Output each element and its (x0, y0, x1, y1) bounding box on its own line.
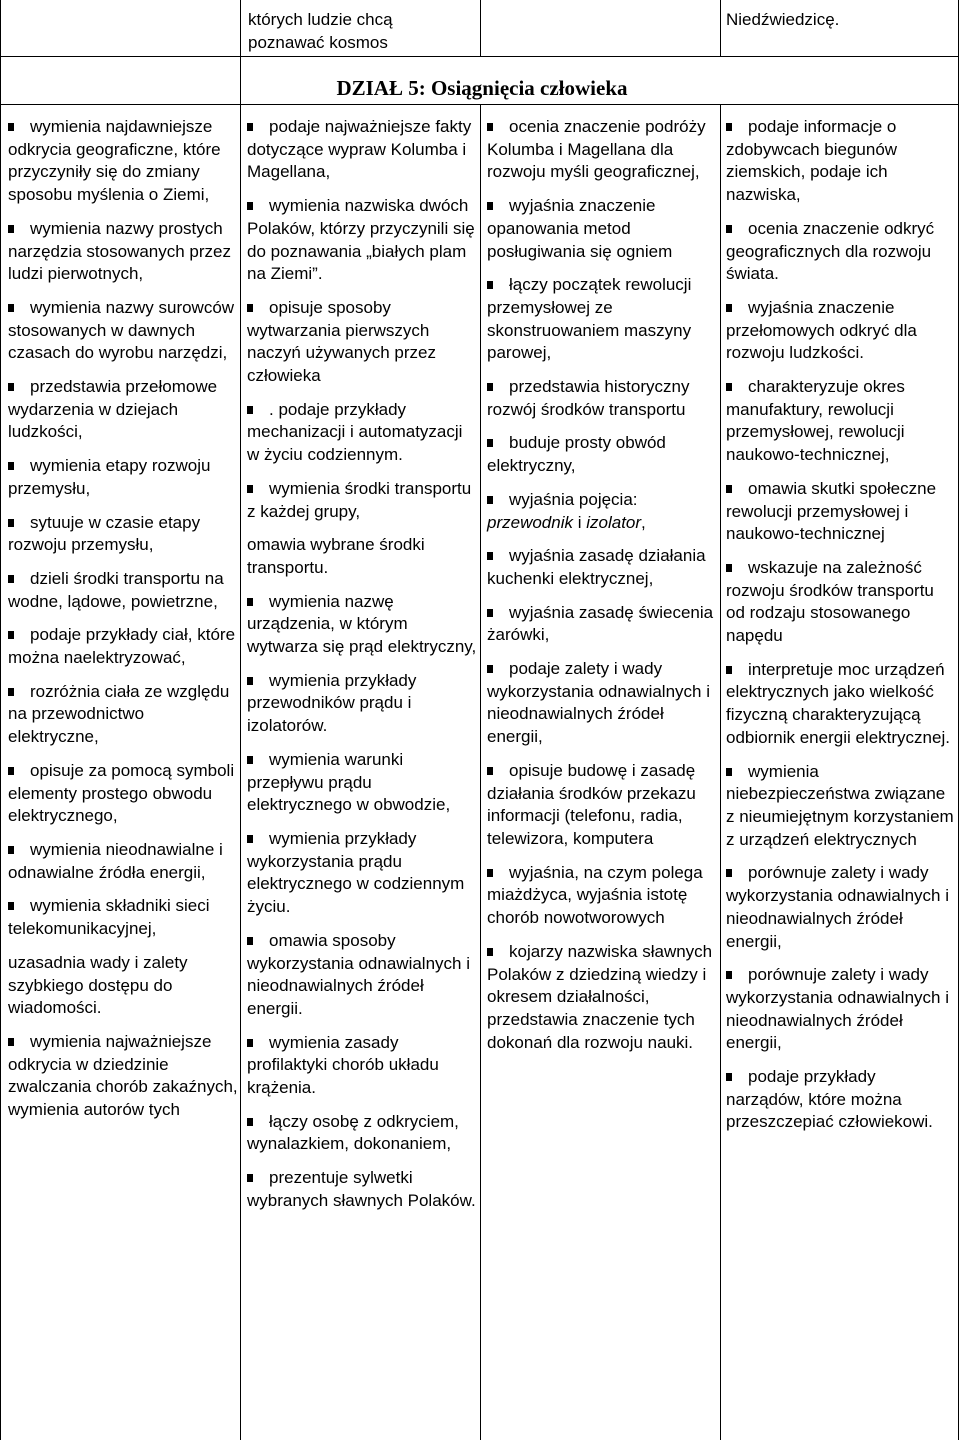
list-item (8, 624, 238, 669)
list-item (487, 489, 717, 534)
list-item-text: wymienia etapy rozwoju przemysłu, (8, 456, 211, 498)
list-item-text: podaje przykłady ciał, które można naelektryzować, (8, 625, 236, 668)
list-item-text: buduje prosty obwód elektryczny, (487, 433, 666, 476)
list-item (8, 1031, 238, 1122)
list-item (8, 297, 238, 365)
square-bullet-icon (726, 123, 732, 131)
square-bullet-icon (8, 383, 14, 391)
square-bullet-icon (726, 564, 732, 572)
term-text: przewodnik (487, 512, 573, 532)
column-divider-2 (480, 0, 481, 56)
list-item (487, 376, 717, 421)
list-item-text: wymienia niebezpieczeństwa związane z nieumiejętnym korzystaniem z urządzeń elektrycznych (726, 761, 954, 849)
list-item-text: opisuje sposoby wytwarzania pierwszych naczyń używanych przez człowieka (247, 297, 436, 386)
square-bullet-icon (247, 677, 253, 685)
list-item-text: wymienia nazwy surowców stosowanych w dawnych czasach do wyrobu narzędzi, (8, 297, 235, 363)
list-item-text: prezentuje sylwetki wybranych sławnych Polaków. (247, 1168, 476, 1210)
square-bullet-icon (487, 123, 493, 131)
list-item (247, 1111, 479, 1156)
list-item-text: wymienia najdawniejsze odkrycia geograficzne, które przyczyniły się do zmiany sposobu myślenia o Ziemi, (8, 117, 221, 205)
square-bullet-icon (726, 869, 732, 877)
square-bullet-icon (726, 971, 732, 979)
list-item-text: porównuje zalety i wady wykorzystania odnawialnych i nieodnawialnych źródeł energii, (726, 965, 949, 1053)
list-item-text: omawia sposoby wykorzystania odnawialnych i nieodnawialnych źródeł energii. (247, 930, 470, 1018)
square-bullet-icon (247, 835, 253, 843)
square-bullet-icon (726, 225, 732, 233)
square-bullet-icon (247, 598, 253, 606)
list-item (487, 862, 717, 930)
square-bullet-icon (726, 768, 732, 776)
square-bullet-icon (247, 1118, 253, 1126)
list-item-text: wymienia najważniejsze odkrycia w dziedzinie zwalczania chorób zakaźnych, wymienia autorów tych (8, 1031, 238, 1120)
square-bullet-icon (726, 304, 732, 312)
square-bullet-icon (8, 462, 14, 470)
square-bullet-icon (247, 202, 253, 210)
list-item (8, 512, 238, 557)
list-item-text: omawia wybrane środki transportu. (247, 535, 425, 577)
list-item-text: wyjaśnia zasadę działania kuchenki elektrycznej, (487, 546, 706, 588)
list-item (726, 116, 956, 207)
square-bullet-icon (247, 1174, 253, 1182)
list-item (247, 297, 479, 388)
list-item (726, 659, 956, 750)
square-bullet-icon (487, 948, 493, 956)
punctuation-text: , (641, 512, 646, 532)
square-bullet-icon (8, 304, 14, 312)
square-bullet-icon (247, 1039, 253, 1047)
square-bullet-icon (247, 304, 253, 312)
list-item (726, 297, 956, 365)
table-border-right (958, 0, 959, 1440)
square-bullet-icon (8, 767, 14, 775)
list-item (726, 761, 956, 852)
list-item-text: charakteryzuje okres manufaktury, rewolucji przemysłowej, rewolucji naukowo-technicznej, (726, 377, 905, 465)
term-text: izolator (586, 512, 642, 532)
square-bullet-icon (487, 383, 493, 391)
square-bullet-icon (487, 609, 493, 617)
square-bullet-icon (8, 123, 14, 131)
column-1-content (8, 116, 238, 1133)
list-item-text: wymienia nazwę urządzenia, w którym wytwarza się prąd elektryczny, (247, 591, 477, 657)
list-item-text: wymienia nazwy prostych narzędzia stosowanych przez ludzi pierwotnych, (8, 218, 232, 284)
list-item (487, 432, 717, 477)
list-item (247, 478, 479, 523)
list-item (487, 941, 717, 1055)
square-bullet-icon (8, 688, 14, 696)
square-bullet-icon (247, 485, 253, 493)
list-item-text: dzieli środki transportu na wodne, lądowe, powietrzne, (8, 568, 224, 611)
list-item-text: rozróżnia ciała ze względu na przewodnictwo elektryczne, (8, 681, 230, 747)
list-item-text: . podaje przykłady mechanizacji i automatyzacji w życiu codziennym. (247, 399, 463, 465)
list-item (8, 568, 238, 613)
list-item (247, 399, 479, 467)
list-item (487, 658, 717, 749)
list-item (8, 839, 238, 884)
list-item (247, 670, 479, 738)
list-item (726, 862, 956, 953)
list-item (487, 602, 717, 647)
list-item (726, 218, 956, 286)
list-item (487, 274, 717, 365)
square-bullet-icon (8, 225, 14, 233)
list-item (726, 1066, 956, 1134)
list-item-text: ocenia znaczenie odkryć geograficznych dla rozwoju świata. (726, 218, 935, 284)
list-item (247, 1167, 479, 1212)
list-item (8, 681, 238, 749)
list-item-text: wyjaśnia pojęcia: (509, 489, 638, 509)
list-item (8, 952, 238, 1020)
square-bullet-icon (487, 496, 493, 504)
list-item-text: porównuje zalety i wady wykorzystania odnawialnych i nieodnawialnych źródeł energii, (726, 863, 949, 951)
list-item-text: łączy początek rewolucji przemysłowej ze skonstruowaniem maszyny parowej, (487, 275, 692, 363)
list-item-text: opisuje budowę i zasadę działania środków przekazu informacji (telefonu, radia, telewizora, komputera (487, 760, 696, 848)
list-item (8, 895, 238, 940)
list-item-text: sytuuje w czasie etapy rozwoju przemysłu, (8, 512, 201, 555)
square-bullet-icon (8, 519, 14, 527)
column-4-content (726, 116, 956, 1145)
column-3-content (487, 116, 717, 1065)
list-item (247, 930, 479, 1021)
square-bullet-icon (487, 869, 493, 877)
list-item-text: opisuje za pomocą symboli elementy prostego obwodu elektrycznego, (8, 760, 235, 826)
square-bullet-icon (487, 552, 493, 560)
square-bullet-icon (487, 202, 493, 210)
list-item (487, 545, 717, 590)
list-item (247, 534, 479, 579)
list-item-text: wskazuje na zależność rozwoju środków transportu od rodzaju stosowanego napędu (726, 557, 934, 646)
list-item-text: wymienia warunki przepływu prądu elektrycznego w obwodzie, (247, 749, 451, 815)
table-border-left (0, 0, 1, 1440)
list-item-text: interpretuje moc urządzeń elektrycznych jako wielkość fizyczną charakteryzującą odbiornik energii elektrycznej. (726, 659, 950, 747)
square-bullet-icon (247, 123, 253, 131)
column-divider-2-lower (480, 104, 481, 1440)
list-item-text: podaje najważniejsze fakty dotyczące wypraw Kolumba i Magellana, (247, 117, 472, 182)
square-bullet-icon (487, 767, 493, 775)
list-item-text: omawia skutki społeczne rewolucji przemysłowej i naukowo-technicznej (726, 478, 937, 544)
list-item (726, 478, 956, 546)
list-item (247, 116, 479, 184)
list-item-text: wyjaśnia znaczenie opanowania metod posługiwania się ogniem (487, 196, 673, 261)
list-item-text: wymienia przykłady wykorzystania prądu elektrycznego w codziennym życiu. (247, 828, 465, 917)
list-item (8, 116, 238, 207)
row-divider-top (0, 56, 959, 57)
square-bullet-icon (8, 575, 14, 583)
square-bullet-icon (8, 902, 14, 910)
list-item (487, 116, 717, 184)
list-item (247, 1032, 479, 1100)
square-bullet-icon (726, 485, 732, 493)
list-item-text: wyjaśnia znaczenie przełomowych odkryć dla rozwoju ludzkości. (726, 297, 917, 363)
column-divider-3-lower (720, 104, 721, 1440)
square-bullet-icon (487, 281, 493, 289)
square-bullet-icon (487, 439, 493, 447)
list-item (247, 591, 479, 659)
list-item (8, 376, 238, 444)
top-row-col4-text: Niedźwiedzicę. (726, 10, 840, 29)
list-item-text: łączy osobę z odkryciem, wynalazkiem, dokonaniem, (247, 1111, 459, 1154)
column-divider-1 (240, 0, 241, 1440)
list-item (8, 760, 238, 828)
list-item-text: wyjaśnia zasadę świecenia żarówki, (487, 602, 714, 645)
list-item (247, 749, 479, 817)
column-divider-3 (720, 0, 721, 56)
square-bullet-icon (726, 383, 732, 391)
list-item-text: uzasadnia wady i zalety szybkiego dostępu do wiadomości. (8, 952, 188, 1018)
square-bullet-icon (247, 406, 253, 414)
list-item-text: wyjaśnia, na czym polega miażdżyca, wyjaśnia istotę chorób nowotworowych (487, 862, 703, 928)
square-bullet-icon (487, 665, 493, 673)
square-bullet-icon (8, 846, 14, 854)
list-item (247, 195, 479, 286)
list-item-text: wymienia zasady profilaktyki chorób układu krążenia. (247, 1032, 439, 1098)
square-bullet-icon (726, 1073, 732, 1081)
section-heading: DZIAŁ 5: Osiągnięcia człowieka (336, 76, 628, 100)
square-bullet-icon (8, 631, 14, 639)
column-2-content (247, 116, 479, 1224)
list-item (487, 195, 717, 263)
list-item-text: kojarzy nazwiska sławnych Polaków z dziedziną wiedzy i okresem działalności, przedstawia znaczenie tych dokonań dla rozwoju nauki. (487, 941, 713, 1052)
square-bullet-icon (726, 666, 732, 674)
list-item (8, 455, 238, 500)
square-bullet-icon (8, 1038, 14, 1046)
square-bullet-icon (247, 756, 253, 764)
list-item (8, 218, 238, 286)
list-item-text: wymienia środki transportu z każdej grupy, (247, 478, 472, 521)
list-item-text: podaje przykłady narządów, które można przeszczepiać człowiekowi. (726, 1067, 933, 1132)
list-item (247, 828, 479, 919)
list-item-text: podaje informacje o zdobywcach biegunów ziemskich, podaje ich nazwiska, (726, 117, 898, 205)
list-item-text: przedstawia przełomowe wydarzenia w dziejach ludzkości, (8, 377, 218, 442)
list-item-text: ocenia znaczenie podróży Kolumba i Magellana dla rozwoju myśli geograficznej, (487, 117, 706, 182)
list-item-text: wymienia nieodnawialne i odnawialne źródła energii, (8, 839, 223, 882)
list-item-text: wymienia składniki sieci telekomunikacyjnej, (8, 896, 210, 939)
list-item-text: podaje zalety i wady wykorzystania odnawialnych i nieodnawialnych źródeł energii, (487, 659, 710, 747)
connector-text: i (573, 512, 587, 532)
list-item (726, 557, 956, 648)
list-item (726, 376, 956, 467)
top-row-col2-text: których ludzie chcą poznawać kosmos (248, 10, 393, 52)
list-item (487, 760, 717, 851)
list-item-text: wymienia przykłady przewodników prądu i izolatorów. (247, 670, 417, 736)
list-item (726, 964, 956, 1055)
row-divider-heading (0, 104, 959, 105)
square-bullet-icon (247, 937, 253, 945)
list-item-text: wymienia nazwiska dwóch Polaków, którzy przyczynili się do poznawania „białych plam na Ziemi”. (247, 196, 475, 284)
list-item-text: przedstawia historyczny rozwój środków transportu (487, 377, 690, 419)
